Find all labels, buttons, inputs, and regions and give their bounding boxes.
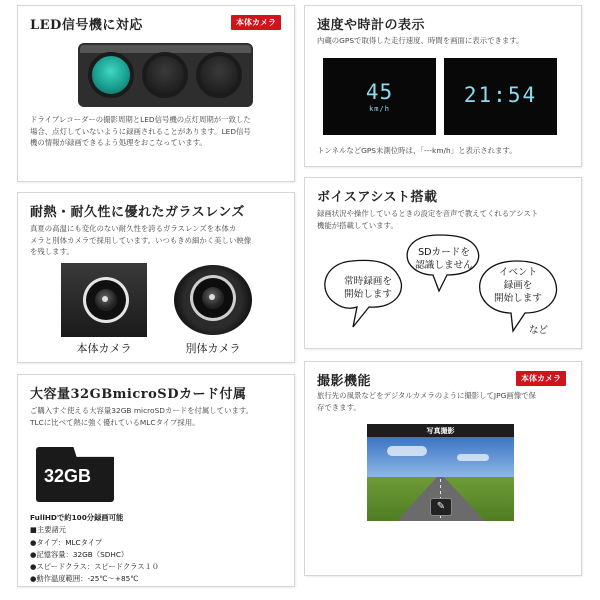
bubble2-text: SDカードを 認識しません (415, 247, 473, 271)
main-camera-label: 本体カメラ (76, 342, 132, 355)
photo-title: 撮影機能 (317, 374, 372, 389)
clock-display (444, 58, 557, 135)
yellow-light-icon (142, 52, 188, 98)
spec-item: FullHDで約100分録画可能 (30, 513, 124, 522)
speed-description: 内蔵のGPSで取得した走行速度、時間を画面に表示できます。 (317, 36, 524, 45)
sd-specs-list (30, 512, 292, 586)
led-badge: 本体カメラ (231, 15, 281, 30)
green-light-icon (88, 52, 134, 98)
voice-description: 録画状況や操作しているときの設定を音声で教えてくれるアシスト 機能が搭載しています。 (317, 209, 539, 230)
led-card (17, 5, 295, 182)
microsd-capacity-label: 32GB (44, 466, 92, 486)
sd-description: ご購入すぐ使える大容量32GB microSDカードを付属しています。 TLCに比べて熱に強く優れているMLCタイプ採用。 (30, 406, 254, 427)
speed-note: トンネルなどGPS未測位時は、「---km/h」と表示されます。 (317, 146, 517, 155)
speed-card (304, 5, 582, 167)
sd-card (17, 374, 295, 587)
photo-description: 旅行先の風景などをデジタルカメラのように撮影してJPG画像で保 存できます。 (317, 391, 536, 412)
shutter-pen-icon[interactable]: ✎ (430, 498, 452, 516)
red-light-icon (196, 52, 242, 98)
photo-screen-image (367, 424, 514, 521)
photo-card (304, 361, 582, 576)
led-description: ドライブレコーダーの撮影周期とLED信号機の点灯周期が一致した 場合、点灯していないように録画されることがあります。LED信号 機の情報が録画できるよう処理をおこなっています。 (30, 115, 251, 147)
spec-item: ●動作温度範囲：-25℃～+85℃ (30, 574, 139, 584)
voice-card (304, 177, 582, 349)
photo-badge: 本体カメラ (516, 371, 566, 386)
lens-card (17, 192, 295, 363)
main-camera-lens-image (61, 263, 147, 337)
speed-value: 45 (365, 80, 394, 104)
sub-camera-label: 別体カメラ (185, 342, 241, 355)
spec-item: ■主要諸元 (30, 525, 67, 535)
speed-display (323, 58, 436, 135)
led-title: LED信号機に対応 (30, 18, 143, 33)
time-value: 21:54 (463, 83, 538, 107)
lens-description: 真夏の高温にも変化のない耐久性を誇るガラスレンズを本体カ メラと別体カメラで採用しています。いつもきめ細かく美しい映像 を残します。 (30, 224, 252, 256)
bubble3-text: イベント 録画を 開始します (494, 267, 542, 304)
spec-item: ●スピードクラス：スピードクラス１０ (30, 562, 160, 572)
spec-item: ●タイプ：MLCタイプ (30, 537, 103, 547)
etc-label: など (529, 325, 549, 336)
voice-title: ボイスアシスト搭載 (317, 190, 438, 205)
bubble1-text: 常時録画を 開始します (344, 276, 392, 300)
sd-title: 大容量32GBmicroSDカード付属 (30, 387, 247, 402)
speed-unit: km/h (369, 105, 390, 113)
photo-screen-label: 写真撮影 (426, 427, 455, 435)
sub-camera-lens-image (170, 263, 256, 337)
speed-title: 速度や時計の表示 (317, 18, 426, 33)
spec-item: ●記憶容量：32GB（SDHC） (30, 549, 129, 559)
traffic-light-image (78, 43, 253, 107)
lens-title: 耐熱・耐久性に優れたガラスレンズ (30, 205, 245, 220)
